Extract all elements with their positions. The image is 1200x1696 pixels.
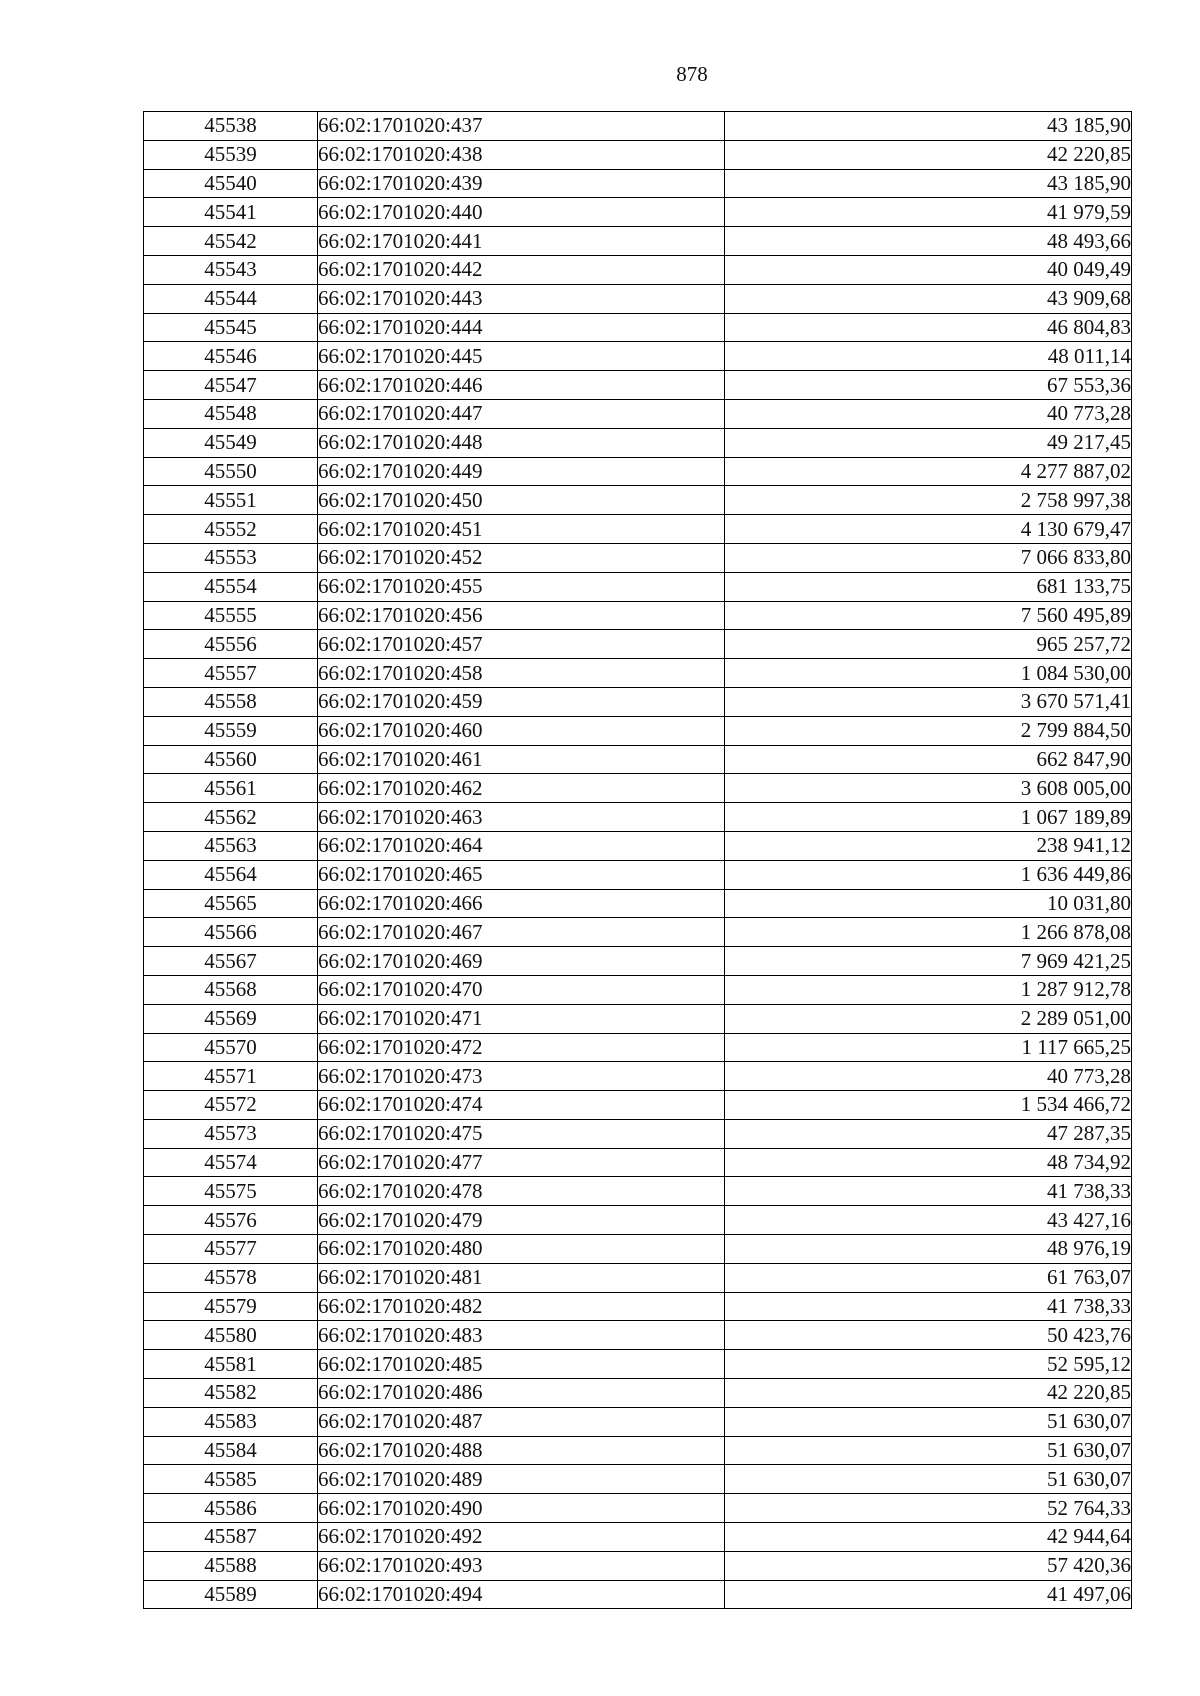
row-number-cell: 45560 bbox=[144, 745, 318, 774]
row-number-cell: 45566 bbox=[144, 918, 318, 947]
cadastral-number-cell: 66:02:1701020:441 bbox=[318, 227, 725, 256]
row-number-cell: 45565 bbox=[144, 889, 318, 918]
cadastral-value-cell: 42 220,85 bbox=[725, 1379, 1132, 1408]
cadastral-number-cell: 66:02:1701020:461 bbox=[318, 745, 725, 774]
row-number-cell: 45582 bbox=[144, 1379, 318, 1408]
cadastral-number-cell: 66:02:1701020:447 bbox=[318, 399, 725, 428]
table-row bbox=[144, 1551, 1132, 1580]
row-number-cell: 45581 bbox=[144, 1350, 318, 1379]
cadastral-value-cell: 61 763,07 bbox=[725, 1263, 1132, 1292]
cadastral-number-cell: 66:02:1701020:465 bbox=[318, 860, 725, 889]
cadastral-value-cell: 41 738,33 bbox=[725, 1292, 1132, 1321]
table-row bbox=[144, 572, 1132, 601]
cadastral-number-cell: 66:02:1701020:472 bbox=[318, 1033, 725, 1062]
cadastral-number-cell: 66:02:1701020:492 bbox=[318, 1523, 725, 1552]
table-row bbox=[144, 659, 1132, 688]
row-number-cell: 45544 bbox=[144, 284, 318, 313]
cadastral-value-cell: 57 420,36 bbox=[725, 1551, 1132, 1580]
cadastral-number-cell: 66:02:1701020:477 bbox=[318, 1148, 725, 1177]
cadastral-value-cell: 965 257,72 bbox=[725, 630, 1132, 659]
row-number-cell: 45547 bbox=[144, 371, 318, 400]
row-number-cell: 45573 bbox=[144, 1119, 318, 1148]
row-number-cell: 45550 bbox=[144, 457, 318, 486]
cadastral-number-cell: 66:02:1701020:459 bbox=[318, 687, 725, 716]
row-number-cell: 45574 bbox=[144, 1148, 318, 1177]
row-number-cell: 45577 bbox=[144, 1235, 318, 1264]
cadastral-number-cell: 66:02:1701020:448 bbox=[318, 428, 725, 457]
cadastral-number-cell: 66:02:1701020:490 bbox=[318, 1494, 725, 1523]
cadastral-number-cell: 66:02:1701020:444 bbox=[318, 313, 725, 342]
cadastral-number-cell: 66:02:1701020:473 bbox=[318, 1062, 725, 1091]
cadastral-value-cell: 7 560 495,89 bbox=[725, 601, 1132, 630]
cadastral-number-cell: 66:02:1701020:449 bbox=[318, 457, 725, 486]
row-number-cell: 45586 bbox=[144, 1494, 318, 1523]
cadastral-value-cell: 48 976,19 bbox=[725, 1235, 1132, 1264]
row-number-cell: 45548 bbox=[144, 399, 318, 428]
table-row bbox=[144, 140, 1132, 169]
cadastral-value-cell: 43 185,90 bbox=[725, 112, 1132, 141]
cadastral-number-cell: 66:02:1701020:488 bbox=[318, 1436, 725, 1465]
table-row bbox=[144, 1119, 1132, 1148]
table-row bbox=[144, 1350, 1132, 1379]
cadastral-number-cell: 66:02:1701020:485 bbox=[318, 1350, 725, 1379]
cadastral-value-cell: 40 049,49 bbox=[725, 255, 1132, 284]
row-number-cell: 45579 bbox=[144, 1292, 318, 1321]
cadastral-value-cell: 43 427,16 bbox=[725, 1206, 1132, 1235]
cadastral-number-cell: 66:02:1701020:493 bbox=[318, 1551, 725, 1580]
cadastral-number-cell: 66:02:1701020:452 bbox=[318, 543, 725, 572]
row-number-cell: 45561 bbox=[144, 774, 318, 803]
table-row bbox=[144, 918, 1132, 947]
cadastral-number-cell: 66:02:1701020:481 bbox=[318, 1263, 725, 1292]
page-number: 878 bbox=[676, 62, 708, 86]
table-row bbox=[144, 284, 1132, 313]
row-number-cell: 45564 bbox=[144, 860, 318, 889]
cadastral-number-cell: 66:02:1701020:450 bbox=[318, 486, 725, 515]
cadastral-number-cell: 66:02:1701020:464 bbox=[318, 831, 725, 860]
cadastral-value-cell: 7 969 421,25 bbox=[725, 947, 1132, 976]
cadastral-value-cell: 1 287 912,78 bbox=[725, 975, 1132, 1004]
table-row bbox=[144, 1523, 1132, 1552]
table-row bbox=[144, 112, 1132, 141]
table-row bbox=[144, 1235, 1132, 1264]
cadastral-number-cell: 66:02:1701020:489 bbox=[318, 1465, 725, 1494]
row-number-cell: 45583 bbox=[144, 1407, 318, 1436]
cadastral-value-cell: 49 217,45 bbox=[725, 428, 1132, 457]
table-row bbox=[144, 889, 1132, 918]
row-number-cell: 45584 bbox=[144, 1436, 318, 1465]
row-number-cell: 45553 bbox=[144, 543, 318, 572]
row-number-cell: 45555 bbox=[144, 601, 318, 630]
cadastral-value-cell: 1 084 530,00 bbox=[725, 659, 1132, 688]
table-row bbox=[144, 716, 1132, 745]
row-number-cell: 45568 bbox=[144, 975, 318, 1004]
cadastral-number-cell: 66:02:1701020:466 bbox=[318, 889, 725, 918]
cadastral-number-cell: 66:02:1701020:458 bbox=[318, 659, 725, 688]
cadastral-value-cell: 40 773,28 bbox=[725, 1062, 1132, 1091]
table-row bbox=[144, 860, 1132, 889]
cadastral-number-cell: 66:02:1701020:446 bbox=[318, 371, 725, 400]
table-row bbox=[144, 1436, 1132, 1465]
cadastral-number-cell: 66:02:1701020:440 bbox=[318, 198, 725, 227]
row-number-cell: 45554 bbox=[144, 572, 318, 601]
table-row bbox=[144, 601, 1132, 630]
cadastral-value-cell: 238 941,12 bbox=[725, 831, 1132, 860]
cadastral-number-cell: 66:02:1701020:439 bbox=[318, 169, 725, 198]
table-row bbox=[144, 371, 1132, 400]
cadastral-value-cell: 48 493,66 bbox=[725, 227, 1132, 256]
cadastral-value-cell: 42 944,64 bbox=[725, 1523, 1132, 1552]
table-row bbox=[144, 342, 1132, 371]
table-row bbox=[144, 1091, 1132, 1120]
table-row bbox=[144, 1062, 1132, 1091]
cadastral-value-cell: 1 636 449,86 bbox=[725, 860, 1132, 889]
cadastral-number-cell: 66:02:1701020:474 bbox=[318, 1091, 725, 1120]
table-row bbox=[144, 457, 1132, 486]
cadastral-value-cell: 1 117 665,25 bbox=[725, 1033, 1132, 1062]
row-number-cell: 45572 bbox=[144, 1091, 318, 1120]
cadastral-value-cell: 3 608 005,00 bbox=[725, 774, 1132, 803]
table-row bbox=[144, 687, 1132, 716]
row-number-cell: 45587 bbox=[144, 1523, 318, 1552]
cadastral-value-cell: 51 630,07 bbox=[725, 1436, 1132, 1465]
cadastral-number-cell: 66:02:1701020:462 bbox=[318, 774, 725, 803]
row-number-cell: 45576 bbox=[144, 1206, 318, 1235]
row-number-cell: 45546 bbox=[144, 342, 318, 371]
cadastral-value-cell: 1 266 878,08 bbox=[725, 918, 1132, 947]
cadastral-value-cell: 51 630,07 bbox=[725, 1465, 1132, 1494]
cadastral-number-cell: 66:02:1701020:487 bbox=[318, 1407, 725, 1436]
table-row bbox=[144, 774, 1132, 803]
row-number-cell: 45539 bbox=[144, 140, 318, 169]
cadastral-number-cell: 66:02:1701020:479 bbox=[318, 1206, 725, 1235]
row-number-cell: 45578 bbox=[144, 1263, 318, 1292]
cadastral-number-cell: 66:02:1701020:467 bbox=[318, 918, 725, 947]
cadastral-value-cell: 48 011,14 bbox=[725, 342, 1132, 371]
cadastral-number-cell: 66:02:1701020:469 bbox=[318, 947, 725, 976]
table-row bbox=[144, 1379, 1132, 1408]
cadastral-value-cell: 7 066 833,80 bbox=[725, 543, 1132, 572]
table-row bbox=[144, 1148, 1132, 1177]
cadastral-value-cell: 42 220,85 bbox=[725, 140, 1132, 169]
row-number-cell: 45589 bbox=[144, 1580, 318, 1609]
row-number-cell: 45545 bbox=[144, 313, 318, 342]
cadastral-number-cell: 66:02:1701020:460 bbox=[318, 716, 725, 745]
row-number-cell: 45580 bbox=[144, 1321, 318, 1350]
row-number-cell: 45575 bbox=[144, 1177, 318, 1206]
cadastral-value-cell: 46 804,83 bbox=[725, 313, 1132, 342]
cadastral-number-cell: 66:02:1701020:478 bbox=[318, 1177, 725, 1206]
table-row bbox=[144, 198, 1132, 227]
table-row bbox=[144, 428, 1132, 457]
table-row bbox=[144, 255, 1132, 284]
row-number-cell: 45540 bbox=[144, 169, 318, 198]
cadastral-value-cell: 4 130 679,47 bbox=[725, 515, 1132, 544]
cadastral-value-cell: 2 799 884,50 bbox=[725, 716, 1132, 745]
table-row bbox=[144, 313, 1132, 342]
cadastral-value-cell: 52 764,33 bbox=[725, 1494, 1132, 1523]
cadastral-number-cell: 66:02:1701020:480 bbox=[318, 1235, 725, 1264]
table-row bbox=[144, 1292, 1132, 1321]
cadastral-number-cell: 66:02:1701020:451 bbox=[318, 515, 725, 544]
cadastral-value-cell: 2 289 051,00 bbox=[725, 1004, 1132, 1033]
cadastral-value-cell: 1 534 466,72 bbox=[725, 1091, 1132, 1120]
row-number-cell: 45570 bbox=[144, 1033, 318, 1062]
row-number-cell: 45556 bbox=[144, 630, 318, 659]
cadastral-number-cell: 66:02:1701020:445 bbox=[318, 342, 725, 371]
cadastral-value-cell: 1 067 189,89 bbox=[725, 803, 1132, 832]
row-number-cell: 45557 bbox=[144, 659, 318, 688]
table-row bbox=[144, 1465, 1132, 1494]
table-row bbox=[144, 947, 1132, 976]
row-number-cell: 45551 bbox=[144, 486, 318, 515]
cadastral-value-cell: 47 287,35 bbox=[725, 1119, 1132, 1148]
row-number-cell: 45563 bbox=[144, 831, 318, 860]
cadastral-number-cell: 66:02:1701020:443 bbox=[318, 284, 725, 313]
cadastral-number-cell: 66:02:1701020:456 bbox=[318, 601, 725, 630]
row-number-cell: 45541 bbox=[144, 198, 318, 227]
row-number-cell: 45571 bbox=[144, 1062, 318, 1091]
cadastral-value-cell: 41 979,59 bbox=[725, 198, 1132, 227]
cadastral-value-cell: 41 738,33 bbox=[725, 1177, 1132, 1206]
table-row bbox=[144, 745, 1132, 774]
table-row bbox=[144, 831, 1132, 860]
cadastral-value-cell: 48 734,92 bbox=[725, 1148, 1132, 1177]
row-number-cell: 45569 bbox=[144, 1004, 318, 1033]
table-row bbox=[144, 1494, 1132, 1523]
table-row bbox=[144, 486, 1132, 515]
table-row bbox=[144, 803, 1132, 832]
cadastral-value-cell: 43 185,90 bbox=[725, 169, 1132, 198]
table-row bbox=[144, 1321, 1132, 1350]
cadastral-value-cell: 41 497,06 bbox=[725, 1580, 1132, 1609]
row-number-cell: 45559 bbox=[144, 716, 318, 745]
row-number-cell: 45538 bbox=[144, 112, 318, 141]
table-row bbox=[144, 169, 1132, 198]
table-row bbox=[144, 1004, 1132, 1033]
row-number-cell: 45543 bbox=[144, 255, 318, 284]
cadastral-value-cell: 52 595,12 bbox=[725, 1350, 1132, 1379]
cadastral-number-cell: 66:02:1701020:442 bbox=[318, 255, 725, 284]
table-row bbox=[144, 227, 1132, 256]
row-number-cell: 45588 bbox=[144, 1551, 318, 1580]
row-number-cell: 45552 bbox=[144, 515, 318, 544]
cadastral-value-cell: 50 423,76 bbox=[725, 1321, 1132, 1350]
cadastral-number-cell: 66:02:1701020:438 bbox=[318, 140, 725, 169]
cadastral-number-cell: 66:02:1701020:483 bbox=[318, 1321, 725, 1350]
table-row bbox=[144, 1580, 1132, 1609]
cadastral-value-cell: 2 758 997,38 bbox=[725, 486, 1132, 515]
table-row bbox=[144, 543, 1132, 572]
table-row bbox=[144, 515, 1132, 544]
cadastral-value-cell: 4 277 887,02 bbox=[725, 457, 1132, 486]
row-number-cell: 45549 bbox=[144, 428, 318, 457]
table-row bbox=[144, 399, 1132, 428]
table-row bbox=[144, 1177, 1132, 1206]
row-number-cell: 45585 bbox=[144, 1465, 318, 1494]
table-row bbox=[144, 1263, 1132, 1292]
cadastral-number-cell: 66:02:1701020:494 bbox=[318, 1580, 725, 1609]
cadastral-value-cell: 3 670 571,41 bbox=[725, 687, 1132, 716]
cadastral-number-cell: 66:02:1701020:457 bbox=[318, 630, 725, 659]
cadastral-value-cell: 681 133,75 bbox=[725, 572, 1132, 601]
cadastral-number-cell: 66:02:1701020:486 bbox=[318, 1379, 725, 1408]
row-number-cell: 45558 bbox=[144, 687, 318, 716]
cadastral-value-cell: 51 630,07 bbox=[725, 1407, 1132, 1436]
table-body bbox=[144, 112, 1132, 1609]
row-number-cell: 45542 bbox=[144, 227, 318, 256]
table-row bbox=[144, 630, 1132, 659]
cadastral-number-cell: 66:02:1701020:471 bbox=[318, 1004, 725, 1033]
cadastral-number-cell: 66:02:1701020:455 bbox=[318, 572, 725, 601]
table-row bbox=[144, 1206, 1132, 1235]
row-number-cell: 45562 bbox=[144, 803, 318, 832]
cadastral-value-cell: 662 847,90 bbox=[725, 745, 1132, 774]
table-row bbox=[144, 975, 1132, 1004]
cadastral-number-cell: 66:02:1701020:437 bbox=[318, 112, 725, 141]
cadastral-number-cell: 66:02:1701020:475 bbox=[318, 1119, 725, 1148]
cadastral-value-cell: 10 031,80 bbox=[725, 889, 1132, 918]
cadastral-value-cell: 43 909,68 bbox=[725, 284, 1132, 313]
cadastral-number-cell: 66:02:1701020:470 bbox=[318, 975, 725, 1004]
cadastral-value-cell: 67 553,36 bbox=[725, 371, 1132, 400]
table-row bbox=[144, 1407, 1132, 1436]
cadastral-number-cell: 66:02:1701020:463 bbox=[318, 803, 725, 832]
cadastral-number-cell: 66:02:1701020:482 bbox=[318, 1292, 725, 1321]
row-number-cell: 45567 bbox=[144, 947, 318, 976]
table-row bbox=[144, 1033, 1132, 1062]
cadastral-value-cell: 40 773,28 bbox=[725, 399, 1132, 428]
cadastral-value-table bbox=[143, 111, 1132, 1609]
